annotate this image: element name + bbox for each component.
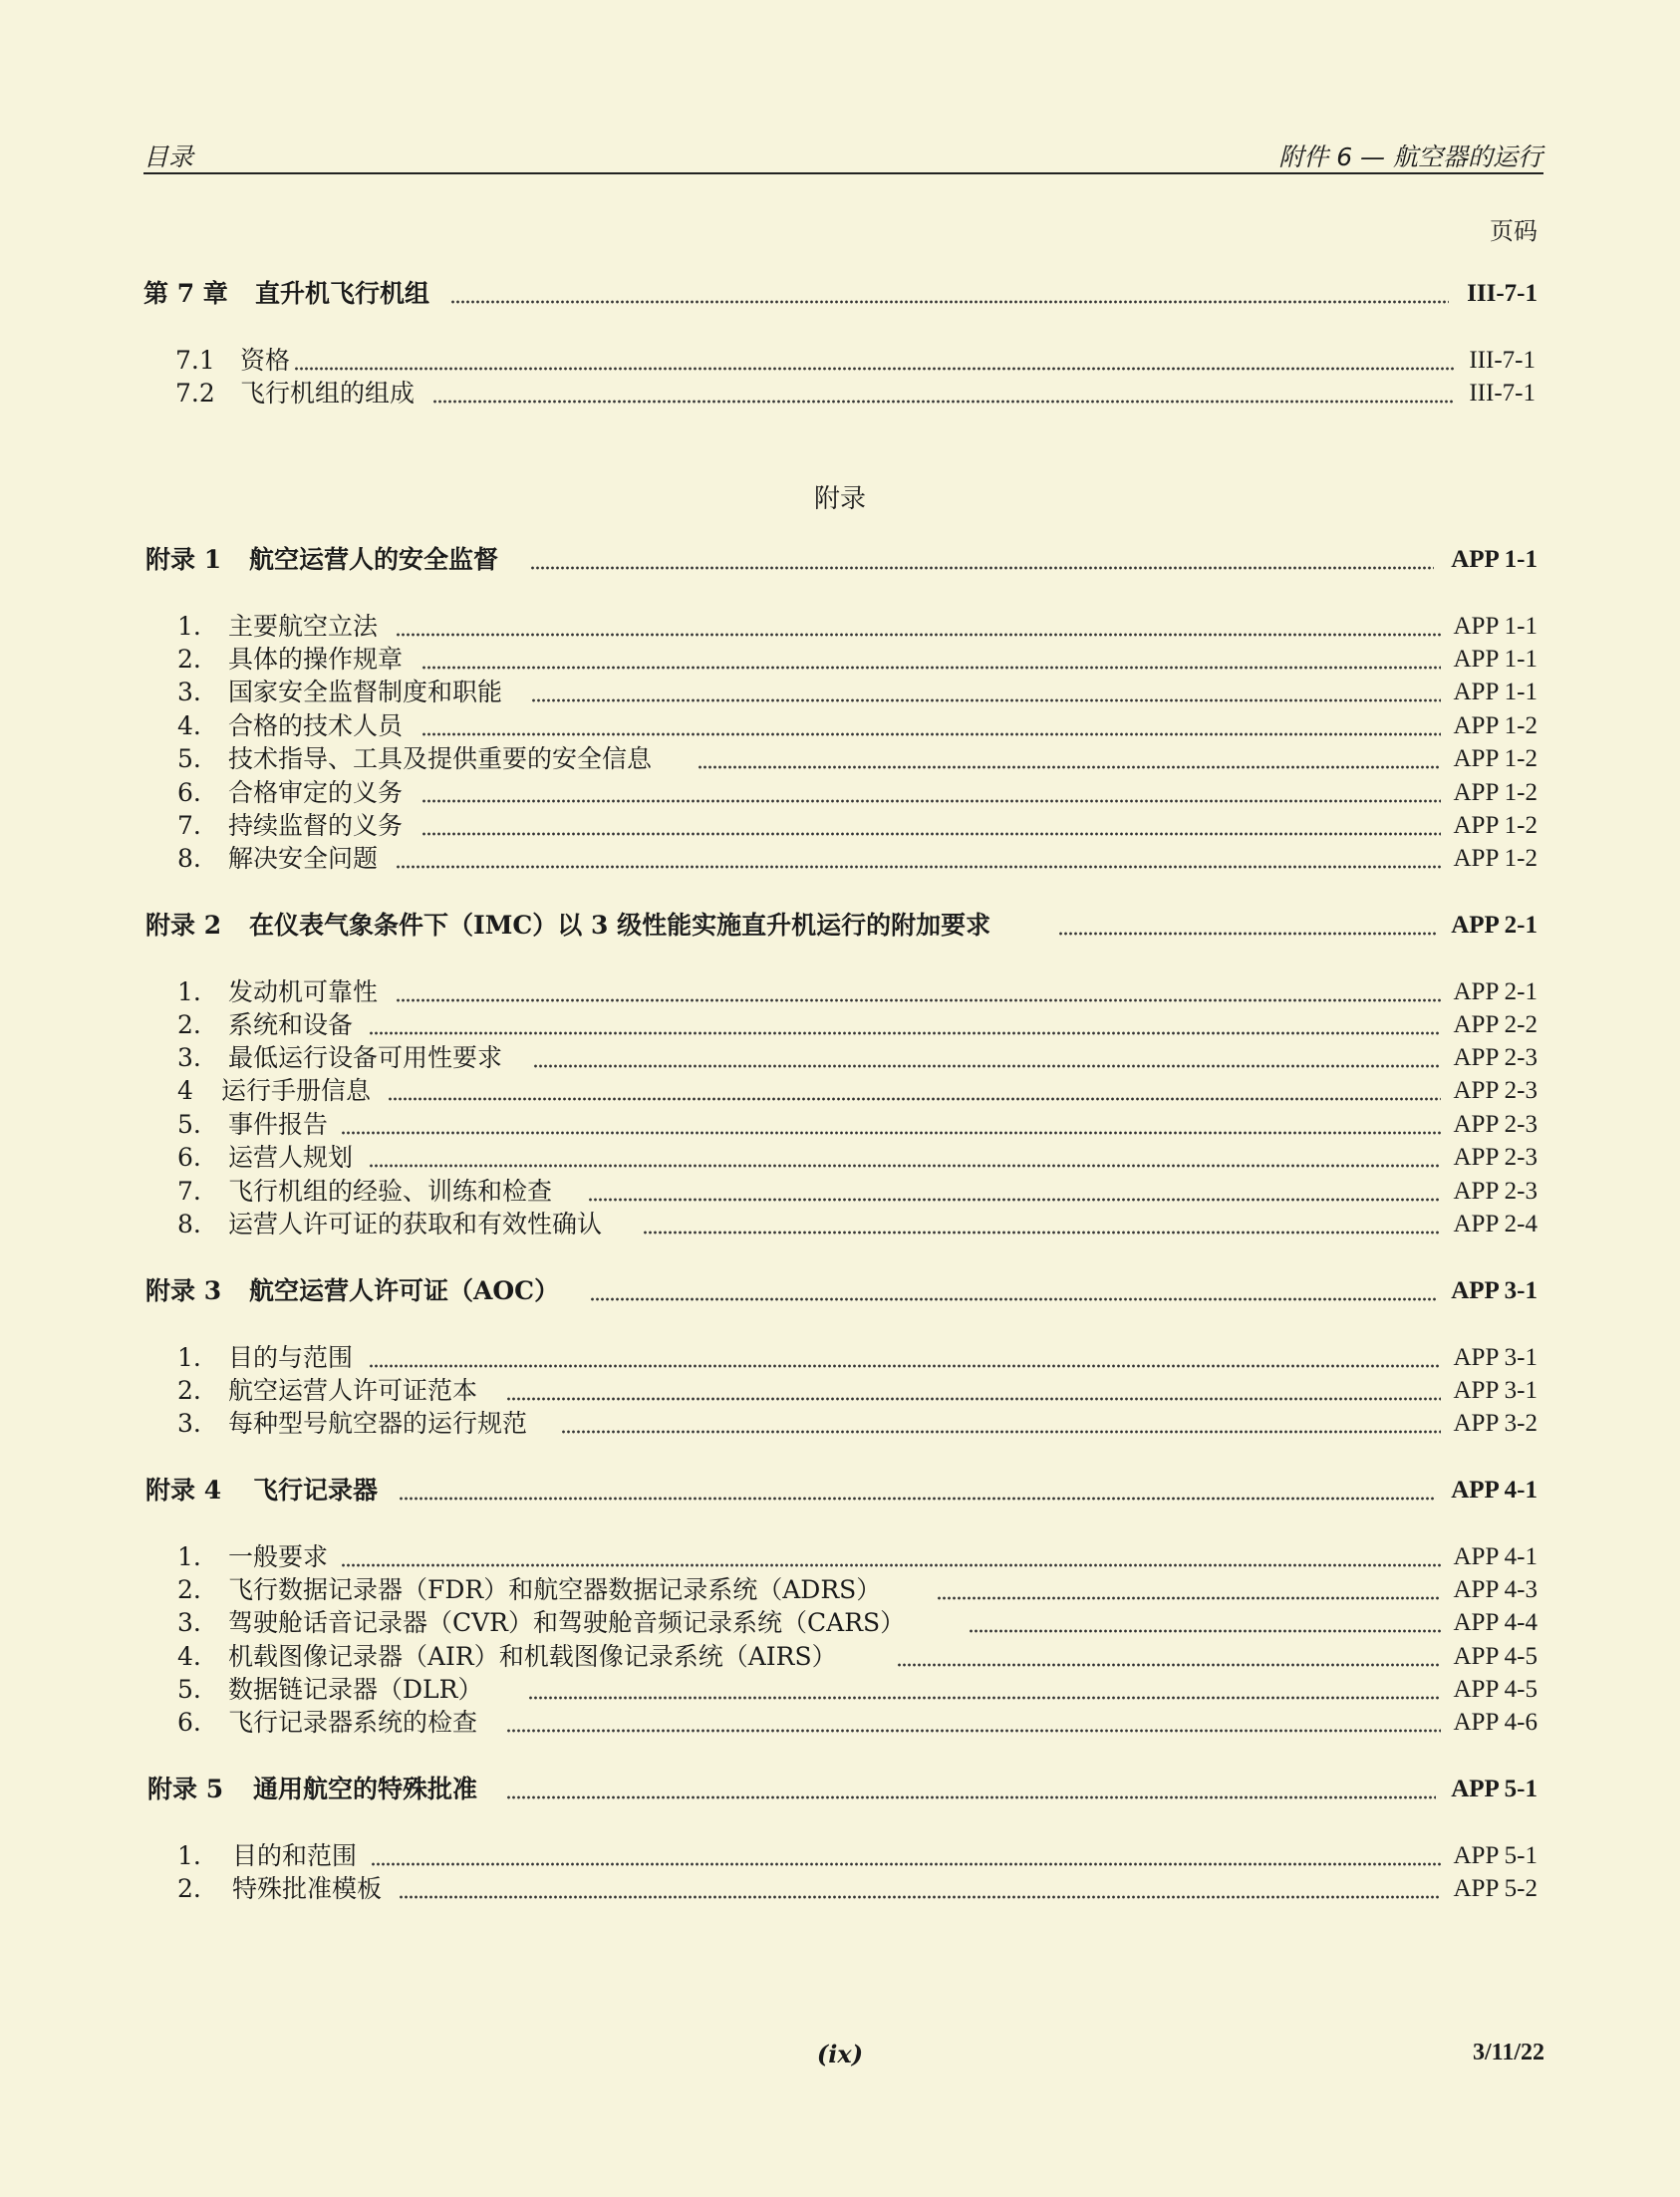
item-page: APP 2-1 — [1453, 978, 1538, 1005]
item-page: APP 1-2 — [1453, 745, 1538, 772]
item-title: 系统和设备 — [228, 1010, 354, 1039]
item-number: 2. — [177, 645, 201, 674]
appendix-3-heading[interactable] — [0, 1274, 1680, 1308]
page-number: (ix) — [816, 2040, 864, 2068]
dot-leader — [590, 1274, 1436, 1308]
item-page: APP 1-2 — [1453, 712, 1538, 739]
item-number: 1. — [177, 1841, 201, 1870]
item-title: 运行手册信息 — [221, 1076, 372, 1105]
item-title: 目的与范围 — [228, 1343, 354, 1372]
dot-leader — [341, 1540, 1441, 1574]
item-page: APP 4-3 — [1453, 1576, 1538, 1603]
item-title: 具体的操作规章 — [228, 645, 404, 674]
item-number: 6. — [177, 1143, 201, 1172]
item-page: APP 4-5 — [1453, 1676, 1538, 1703]
appendix-title: 飞行记录器 — [253, 1476, 379, 1505]
toc-item[interactable] — [0, 1407, 1680, 1441]
dot-leader — [388, 1074, 1441, 1108]
item-number: 5. — [177, 744, 201, 773]
item-number: 4 — [177, 1076, 193, 1105]
item-number: 4. — [177, 711, 201, 740]
item-title: 事件报告 — [228, 1110, 329, 1139]
item-page: APP 5-2 — [1453, 1875, 1538, 1902]
item-page: APP 4-5 — [1453, 1643, 1538, 1670]
item-title: 目的和范围 — [232, 1841, 358, 1870]
appendix-2-heading[interactable] — [0, 909, 1680, 943]
item-number: 1. — [177, 1542, 201, 1571]
item-number: 2. — [177, 1874, 201, 1903]
item-title: 每种型号航空器的运行规范 — [228, 1409, 528, 1438]
item-page: APP 1-2 — [1453, 779, 1538, 806]
appendix-4-heading[interactable] — [0, 1474, 1680, 1508]
appendix-title: 通用航空的特殊批准 — [253, 1775, 478, 1803]
item-number: 7. — [177, 1177, 201, 1206]
item-title: 发动机可靠性 — [228, 977, 379, 1006]
toc-item[interactable] — [0, 709, 1680, 743]
dot-leader — [294, 344, 1454, 378]
dot-leader — [396, 842, 1441, 876]
appendix-title: 航空运营人的安全监督 — [249, 545, 499, 574]
header-rule — [143, 172, 1543, 174]
dot-leader — [897, 1640, 1441, 1674]
dot-leader — [432, 377, 1454, 411]
appendix-page: APP 2-1 — [1451, 912, 1538, 939]
item-page: APP 3-1 — [1453, 1344, 1538, 1371]
item-title: 解决安全问题 — [228, 844, 379, 873]
toc-item[interactable] — [0, 742, 1680, 776]
dot-leader — [421, 643, 1441, 677]
toc-item[interactable] — [0, 1041, 1680, 1075]
item-page: APP 2-3 — [1453, 1178, 1538, 1205]
item-page: APP 2-3 — [1453, 1044, 1538, 1071]
toc-item[interactable] — [0, 1872, 1680, 1906]
item-page: APP 4-4 — [1453, 1609, 1538, 1636]
item-page: APP 4-6 — [1453, 1709, 1538, 1736]
item-number: 5. — [177, 1110, 201, 1139]
toc-item[interactable] — [0, 1573, 1680, 1607]
item-number: 1. — [177, 977, 201, 1006]
item-title: 合格的技术人员 — [228, 711, 404, 740]
toc-item[interactable] — [0, 1208, 1680, 1241]
dot-leader — [421, 776, 1441, 810]
appendix-section-title: 附录 — [813, 484, 866, 514]
item-number: 5. — [177, 1675, 201, 1704]
item-number: 2. — [177, 1575, 201, 1604]
chapter-number: 第 7 章 — [143, 279, 228, 308]
dot-leader — [396, 610, 1441, 644]
item-page: APP 5-1 — [1453, 1842, 1538, 1869]
item-title: 航空运营人许可证范本 — [228, 1376, 478, 1405]
chapter-title: 直升机飞行机组 — [255, 279, 430, 308]
appendix-page: APP 4-1 — [1451, 1477, 1538, 1504]
dot-leader — [561, 1407, 1441, 1441]
dot-leader — [421, 809, 1441, 843]
toc-item[interactable] — [0, 842, 1680, 876]
dot-leader — [506, 1374, 1441, 1408]
item-page: APP 2-3 — [1453, 1111, 1538, 1138]
item-title: 一般要求 — [228, 1542, 329, 1571]
item-title: 驾驶舱话音记录器（CVR）和驾驶舱音频记录系统（CARS） — [228, 1608, 906, 1637]
item-title: 最低运行设备可用性要求 — [228, 1043, 503, 1072]
item-title: 持续监督的义务 — [228, 811, 404, 840]
toc-item[interactable] — [0, 1640, 1680, 1674]
toc-item[interactable] — [0, 1606, 1680, 1640]
toc-item[interactable] — [0, 1706, 1680, 1740]
dot-leader — [450, 277, 1449, 311]
item-page: APP 1-2 — [1453, 845, 1538, 872]
item-number: 6. — [177, 1708, 201, 1737]
item-number: 4. — [177, 1642, 201, 1671]
toc-item[interactable] — [0, 1008, 1680, 1042]
dot-leader — [588, 1175, 1441, 1209]
dot-leader — [399, 1474, 1436, 1508]
item-number: 3. — [177, 1409, 201, 1438]
dot-leader — [421, 709, 1441, 743]
dot-leader — [533, 1041, 1441, 1075]
dot-leader — [937, 1573, 1441, 1607]
toc-item[interactable] — [0, 1175, 1680, 1209]
item-number: 7.2 — [175, 379, 215, 408]
item-title: 资格 — [240, 346, 291, 375]
item-title: 飞行数据记录器（FDR）和航空器数据记录系统（ADRS） — [228, 1575, 882, 1604]
dot-leader — [506, 1773, 1436, 1806]
dot-leader — [1058, 909, 1436, 943]
item-number: 8. — [177, 844, 201, 873]
toc-item[interactable] — [0, 1540, 1680, 1574]
item-page: APP 2-3 — [1453, 1077, 1538, 1104]
item-title: 飞行记录器系统的检查 — [228, 1708, 478, 1737]
item-title: 主要航空立法 — [228, 612, 379, 641]
dot-leader — [369, 1141, 1441, 1175]
dot-leader — [528, 1673, 1441, 1707]
item-title: 特殊批准模板 — [232, 1874, 383, 1903]
appendix-page: APP 5-1 — [1451, 1776, 1538, 1802]
item-title: 飞行机组的经验、训练和检查 — [228, 1177, 553, 1206]
dot-leader — [530, 543, 1434, 577]
item-title: 机载图像记录器（AIR）和机载图像记录系统（AIRS） — [228, 1642, 837, 1671]
toc-item[interactable] — [0, 610, 1680, 644]
item-page: APP 1-2 — [1453, 812, 1538, 839]
appendix-1-heading[interactable] — [0, 543, 1680, 577]
item-title: 运营人规划 — [228, 1143, 354, 1172]
item-number: 2. — [177, 1010, 201, 1039]
item-page: APP 2-4 — [1453, 1211, 1538, 1237]
item-page: APP 1-1 — [1453, 613, 1538, 640]
toc-item[interactable] — [0, 1374, 1680, 1408]
item-number: 3. — [177, 1608, 201, 1637]
appendix-page: APP 3-1 — [1451, 1277, 1538, 1304]
appendix-5-heading[interactable] — [0, 1773, 1680, 1806]
toc-item[interactable] — [0, 643, 1680, 677]
appendix-number: 附录 2 — [145, 911, 222, 940]
item-number: 2. — [177, 1376, 201, 1405]
item-number: 3. — [177, 678, 201, 706]
dot-leader — [371, 1839, 1441, 1873]
item-page: APP 2-3 — [1453, 1144, 1538, 1171]
item-page: APP 1-1 — [1453, 646, 1538, 673]
item-title: 数据链记录器（DLR） — [228, 1675, 483, 1704]
dot-leader — [643, 1208, 1441, 1241]
item-page: APP 3-2 — [1453, 1410, 1538, 1437]
header-left: 目录 — [143, 142, 194, 171]
item-page: III-7-1 — [1469, 380, 1536, 407]
item-title: 合格审定的义务 — [228, 778, 404, 807]
dot-leader — [369, 1341, 1441, 1375]
page-column-label: 页码 — [1490, 217, 1538, 245]
chapter-7-heading[interactable] — [0, 277, 1680, 311]
item-number: 7. — [177, 811, 201, 840]
item-number: 3. — [177, 1043, 201, 1072]
appendix-page: APP 1-1 — [1451, 546, 1538, 573]
appendix-number: 附录 1 — [145, 545, 222, 574]
item-page: APP 3-1 — [1453, 1377, 1538, 1404]
dot-leader — [341, 1108, 1441, 1142]
chapter-page: III-7-1 — [1467, 280, 1538, 307]
toc-item[interactable] — [0, 776, 1680, 810]
toc-item[interactable] — [0, 809, 1680, 843]
dot-leader — [698, 742, 1441, 776]
toc-item[interactable] — [0, 377, 1680, 411]
item-page: APP 4-1 — [1453, 1543, 1538, 1570]
toc-item[interactable] — [0, 1141, 1680, 1175]
dot-leader — [396, 975, 1441, 1009]
item-number: 6. — [177, 778, 201, 807]
toc-item[interactable] — [0, 1108, 1680, 1142]
item-number: 7.1 — [175, 346, 215, 375]
toc-item[interactable] — [0, 1839, 1680, 1873]
toc-item[interactable] — [0, 1341, 1680, 1375]
appendix-number: 附录 5 — [147, 1775, 224, 1803]
item-title: 运营人许可证的获取和有效性确认 — [228, 1210, 603, 1238]
appendix-number: 附录 4 — [145, 1476, 222, 1505]
item-title: 技术指导、工具及提供重要的安全信息 — [228, 744, 653, 773]
item-page: III-7-1 — [1469, 347, 1536, 374]
dot-leader — [399, 1872, 1441, 1906]
appendix-title: 在仪表气象条件下（IMC）以 3 级性能实施直升机运行的附加要求 — [249, 911, 991, 940]
appendix-number: 附录 3 — [145, 1276, 222, 1305]
dot-leader — [506, 1706, 1441, 1740]
dot-leader — [369, 1008, 1441, 1042]
item-number: 1. — [177, 1343, 201, 1372]
toc-item[interactable] — [0, 1673, 1680, 1707]
appendix-title: 航空运营人许可证（AOC） — [249, 1276, 560, 1305]
toc-item[interactable] — [0, 975, 1680, 1009]
item-page: APP 1-1 — [1453, 679, 1538, 705]
toc-item[interactable] — [0, 1074, 1680, 1108]
revision-date: 3/11/22 — [1472, 2040, 1544, 2065]
item-number: 8. — [177, 1210, 201, 1238]
item-title: 飞行机组的组成 — [240, 379, 416, 408]
dot-leader — [531, 676, 1441, 709]
toc-item[interactable] — [0, 344, 1680, 378]
toc-item[interactable] — [0, 676, 1680, 709]
item-title: 国家安全监督制度和职能 — [228, 678, 503, 706]
item-page: APP 2-2 — [1453, 1011, 1538, 1038]
dot-leader — [969, 1606, 1441, 1640]
header-right: 附件 6 — 航空器的运行 — [1278, 142, 1542, 171]
item-number: 1. — [177, 612, 201, 641]
